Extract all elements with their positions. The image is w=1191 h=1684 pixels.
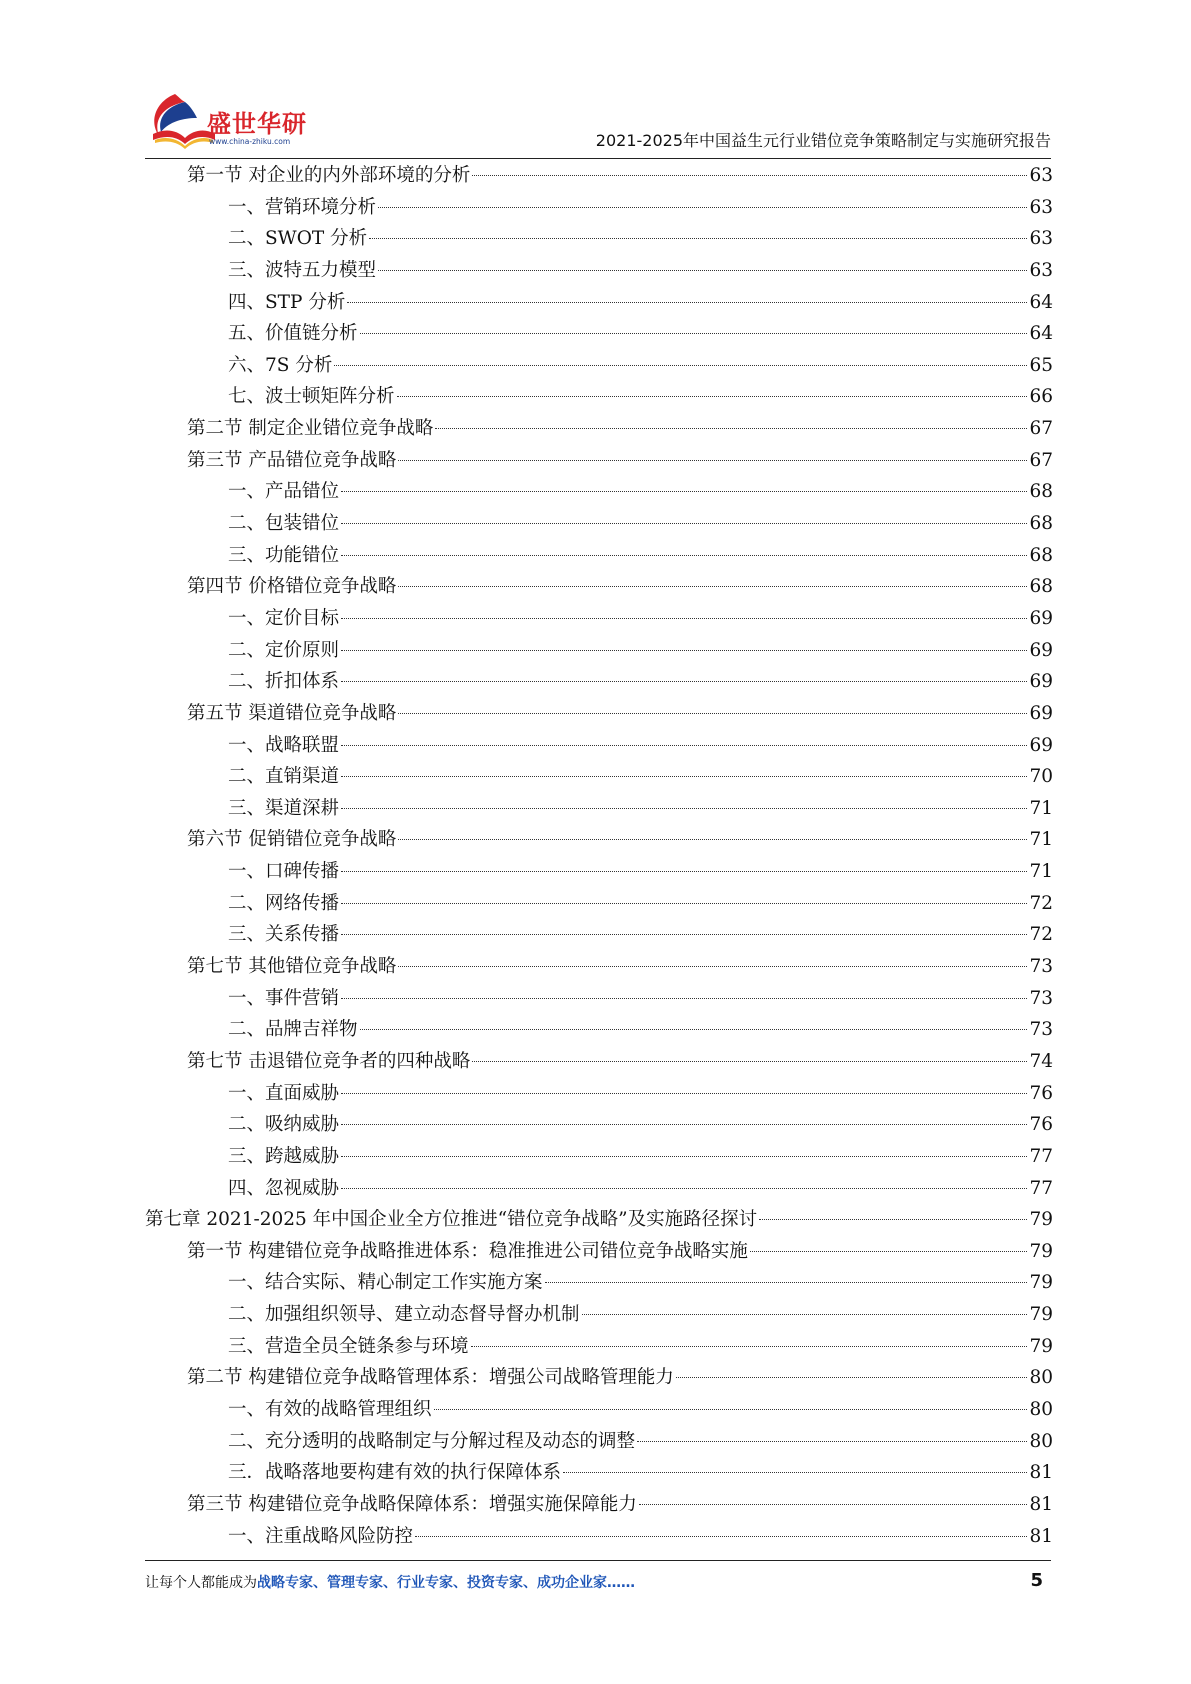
toc-leader-dots [341, 1188, 1027, 1189]
toc-leader-dots [434, 1409, 1028, 1410]
toc-leader-dots [360, 333, 1028, 334]
footer-slogan-prefix: 让每个人都能成为 [145, 1575, 257, 1591]
toc-entry-title: 四、STP 分析 [228, 291, 346, 313]
toc-entry-page: 68 [1029, 481, 1053, 503]
toc-leader-dots [341, 998, 1027, 999]
toc-entry-title: 二、品牌吉祥物 [228, 1019, 358, 1041]
page-footer [145, 1572, 1051, 1602]
toc-entry-title: 二、网络传播 [228, 892, 340, 914]
toc-entry[interactable] [145, 1014, 1053, 1046]
toc-leader-dots [341, 903, 1027, 904]
toc-entry-title: 第三节 产品错位竞争战略 [187, 449, 397, 471]
toc-entry-page: 76 [1029, 1082, 1053, 1104]
toc-entry-page: 81 [1029, 1462, 1053, 1484]
toc-entry-title: 一、战略联盟 [228, 734, 340, 756]
toc-entry-page: 73 [1029, 987, 1053, 1009]
toc-entry-page: 71 [1029, 829, 1053, 851]
toc-entry-title: 一、口碑传播 [228, 861, 340, 883]
toc-entry-page: 80 [1029, 1398, 1053, 1420]
logo-url: www.china-zhiku.com [209, 137, 291, 146]
toc-entry[interactable] [145, 571, 1053, 603]
toc-entry[interactable] [145, 951, 1053, 983]
toc-entry-page: 69 [1029, 671, 1053, 693]
toc-entry-page: 69 [1029, 639, 1053, 661]
toc-entry[interactable] [145, 1394, 1053, 1426]
toc-leader-dots [341, 1124, 1027, 1125]
toc-entry[interactable] [145, 1267, 1053, 1299]
toc-entry[interactable] [145, 856, 1053, 888]
toc-leader-dots [471, 1346, 1028, 1347]
toc-entry-page: 73 [1029, 1019, 1053, 1041]
toc-entry-title: 二、SWOT 分析 [228, 228, 368, 250]
toc-entry[interactable] [145, 287, 1053, 319]
toc-entry[interactable] [145, 540, 1053, 572]
toc-entry-page: 63 [1029, 165, 1053, 186]
toc-entry-title: 一、有效的战略管理组织 [228, 1398, 432, 1420]
toc-entry[interactable] [145, 1078, 1053, 1110]
toc-entry-title: 第一节 构建错位竞争战略推进体系：稳准推进公司错位竞争战略实施 [187, 1240, 748, 1262]
toc-leader-dots [398, 839, 1027, 840]
toc-entry[interactable] [145, 603, 1053, 635]
toc-leader-dots [639, 1504, 1028, 1505]
report-title: 2021-2025年中国益生元行业错位竞争策略制定与实施研究报告 [595, 131, 1051, 150]
toc-entry-title: 三、营造全员全链条参与环境 [228, 1335, 469, 1357]
toc-entry[interactable] [145, 1141, 1053, 1173]
toc-entry-page: 80 [1029, 1367, 1053, 1389]
toc-entry-page: 76 [1029, 1114, 1053, 1136]
toc-entry-page: 77 [1029, 1145, 1053, 1167]
toc-entry-page: 64 [1029, 291, 1053, 313]
toc-entry-title: 二、加强组织领导、建立动态督导督办机制 [228, 1304, 580, 1326]
toc-entry[interactable] [145, 888, 1053, 920]
toc-entry[interactable] [145, 1457, 1053, 1489]
toc-leader-dots [341, 1093, 1027, 1094]
toc-entry[interactable] [145, 381, 1053, 413]
toc-entry[interactable] [145, 223, 1053, 255]
toc-entry-title: 二、直销渠道 [228, 766, 340, 788]
toc-leader-dots [334, 365, 1027, 366]
toc-leader-dots [347, 302, 1027, 303]
toc-entry-title: 二、折扣体系 [228, 671, 340, 693]
toc-leader-dots [341, 1156, 1027, 1157]
toc-leader-dots [415, 1536, 1027, 1537]
toc-leader-dots [341, 618, 1027, 619]
toc-entry-title: 三、功能错位 [228, 544, 340, 566]
toc-entry-title: 三、跨越威胁 [228, 1145, 340, 1167]
toc-leader-dots [341, 808, 1027, 809]
toc-entry-page: 66 [1029, 386, 1053, 408]
toc-entry-title: 一、产品错位 [228, 481, 340, 503]
toc-entry[interactable] [145, 1426, 1053, 1458]
toc-entry-page: 81 [1029, 1525, 1053, 1547]
toc-entry[interactable] [145, 255, 1053, 287]
toc-leader-dots [759, 1219, 1027, 1220]
toc-leader-dots [435, 428, 1027, 429]
toc-entry[interactable] [145, 1046, 1053, 1078]
page-number: 5 [1030, 1570, 1043, 1591]
toc-leader-dots [341, 681, 1027, 682]
toc-leader-dots [398, 966, 1027, 967]
toc-entry[interactable] [145, 919, 1053, 951]
toc-leader-dots [341, 650, 1027, 651]
toc-entry[interactable] [145, 318, 1053, 350]
toc-entry-title: 第七节 击退错位竞争者的四种战略 [187, 1050, 471, 1072]
toc-entry-page: 68 [1029, 513, 1053, 535]
toc-entry-title: 一、定价目标 [228, 607, 340, 629]
toc-entry[interactable] [145, 1173, 1053, 1205]
toc-entry[interactable] [145, 350, 1053, 382]
toc-leader-dots [341, 491, 1027, 492]
toc-entry-page: 72 [1029, 892, 1053, 914]
logo-name: 盛世华研 [207, 110, 307, 138]
toc-entry-title: 第六节 促销错位竞争战略 [187, 829, 397, 851]
toc-entry-page: 67 [1029, 418, 1053, 440]
toc-leader-dots [378, 207, 1027, 208]
toc-leader-dots [360, 1029, 1028, 1030]
toc-entry-title: 一、事件营销 [228, 987, 340, 1009]
footer-slogan-highlight: 战略专家、管理专家、行业专家、投资专家、成功企业家…… [257, 1575, 635, 1591]
toc-entry[interactable] [145, 1109, 1053, 1141]
toc-entry-title: 四、忽视威胁 [228, 1177, 340, 1199]
toc-entry-title: 五、价值链分析 [228, 323, 358, 345]
toc-entry-page: 80 [1029, 1430, 1053, 1452]
toc-entry-page: 63 [1029, 196, 1053, 218]
toc-entry[interactable] [145, 761, 1053, 793]
toc-entry-title: 第七章 2021-2025 年中国企业全方位推进“错位竞争战略”及实施路径探讨 [145, 1209, 758, 1231]
toc-leader-dots [676, 1377, 1028, 1378]
toc-entry[interactable] [145, 635, 1053, 667]
toc-entry[interactable] [145, 730, 1053, 762]
toc-entry-page: 79 [1029, 1335, 1053, 1357]
header-divider [145, 158, 1051, 159]
toc-leader-dots [750, 1251, 1028, 1252]
toc-entry[interactable] [145, 698, 1053, 730]
toc-entry-title: 第三节 构建错位竞争战略保障体系：增强实施保障能力 [187, 1493, 637, 1515]
toc-entry-page: 69 [1029, 607, 1053, 629]
toc-entry-title: 一、结合实际、精心制定工作实施方案 [228, 1272, 543, 1294]
toc-entry-page: 79 [1029, 1240, 1053, 1262]
toc-entry-title: 一、营销环境分析 [228, 196, 377, 218]
toc-entry-title: 第七节 其他错位竞争战略 [187, 956, 397, 978]
toc-entry-title: 一、直面威胁 [228, 1082, 340, 1104]
toc-entry[interactable] [145, 192, 1053, 224]
toc-leader-dots [341, 871, 1027, 872]
toc-entry-title: 三、渠道深耕 [228, 797, 340, 819]
page-header [145, 80, 1051, 158]
toc-entry-page: 74 [1029, 1050, 1053, 1072]
toc-entry-title: 第二节 构建错位竞争战略管理体系：增强公司战略管理能力 [187, 1367, 674, 1389]
toc-leader-dots [398, 586, 1027, 587]
toc-leader-dots [472, 175, 1027, 176]
toc-entry[interactable] [145, 983, 1053, 1015]
toc-entry-title: 一、注重战略风险防控 [228, 1525, 414, 1547]
toc-entry[interactable] [145, 1236, 1053, 1268]
toc-entry-page: 79 [1029, 1272, 1053, 1294]
toc-entry-page: 81 [1029, 1493, 1053, 1515]
toc-leader-dots [398, 713, 1027, 714]
toc-entry-title: 六、7S 分析 [228, 354, 333, 376]
toc-entry[interactable] [145, 476, 1053, 508]
toc-entry[interactable] [145, 1331, 1053, 1363]
toc-leader-dots [341, 776, 1027, 777]
toc-leader-dots [398, 460, 1027, 461]
toc-entry-page: 69 [1029, 702, 1053, 724]
toc-leader-dots [582, 1314, 1028, 1315]
toc-entry-page: 68 [1029, 576, 1053, 598]
toc-entry-title: 第二节 制定企业错位竞争战略 [187, 418, 434, 440]
toc-entry-title: 二、定价原则 [228, 639, 340, 661]
toc-leader-dots [369, 238, 1027, 239]
toc-leader-dots [472, 1061, 1027, 1062]
toc-leader-dots [637, 1441, 1027, 1442]
toc-entry-page: 79 [1029, 1209, 1053, 1231]
toc-entry-title: 三、关系传播 [228, 924, 340, 946]
toc-entry[interactable] [145, 1362, 1053, 1394]
toc-entry-page: 72 [1029, 924, 1053, 946]
footer-divider [145, 1560, 1051, 1561]
toc-entry-title: 三、波特五力模型 [228, 259, 377, 281]
toc-entry-page: 67 [1029, 449, 1053, 471]
toc-entry[interactable] [145, 1204, 1053, 1236]
toc-entry-title: 二、包装错位 [228, 513, 340, 535]
toc-leader-dots [341, 555, 1027, 556]
toc-entry-page: 65 [1029, 354, 1053, 376]
toc-entry-page: 63 [1029, 228, 1053, 250]
toc-entry[interactable] [145, 445, 1053, 477]
toc-entry-page: 68 [1029, 544, 1053, 566]
toc-leader-dots [378, 270, 1027, 271]
toc-leader-dots [563, 1472, 1027, 1473]
company-logo [145, 84, 310, 154]
toc-entry-page: 73 [1029, 956, 1053, 978]
toc-entry-title: 二、充分透明的战略制定与分解过程及动态的调整 [228, 1430, 636, 1452]
toc-leader-dots [341, 934, 1027, 935]
table-of-contents [145, 160, 1053, 1552]
toc-entry-title: 三．战略落地要构建有效的执行保障体系 [228, 1462, 562, 1484]
toc-entry-page: 79 [1029, 1304, 1053, 1326]
toc-entry[interactable] [145, 1521, 1053, 1553]
toc-entry[interactable] [145, 1489, 1053, 1521]
toc-entry[interactable] [145, 413, 1053, 445]
toc-entry-page: 64 [1029, 323, 1053, 345]
toc-leader-dots [545, 1282, 1028, 1283]
toc-entry-page: 70 [1029, 766, 1053, 788]
toc-entry[interactable] [145, 160, 1053, 192]
toc-leader-dots [341, 745, 1027, 746]
toc-entry-title: 七、波士顿矩阵分析 [228, 386, 395, 408]
toc-leader-dots [397, 396, 1028, 397]
toc-entry-page: 69 [1029, 734, 1053, 756]
toc-leader-dots [341, 523, 1027, 524]
toc-entry[interactable] [145, 1299, 1053, 1331]
toc-entry-page: 71 [1029, 797, 1053, 819]
toc-entry[interactable] [145, 793, 1053, 825]
toc-entry[interactable] [145, 666, 1053, 698]
toc-entry-title: 二、吸纳威胁 [228, 1114, 340, 1136]
toc-entry-title: 第一节 对企业的内外部环境的分析 [187, 165, 471, 186]
toc-entry[interactable] [145, 824, 1053, 856]
toc-entry-page: 77 [1029, 1177, 1053, 1199]
toc-entry[interactable] [145, 508, 1053, 540]
toc-entry-title: 第四节 价格错位竞争战略 [187, 576, 397, 598]
toc-entry-page: 63 [1029, 259, 1053, 281]
toc-entry-title: 第五节 渠道错位竞争战略 [187, 702, 397, 724]
toc-entry-page: 71 [1029, 861, 1053, 883]
